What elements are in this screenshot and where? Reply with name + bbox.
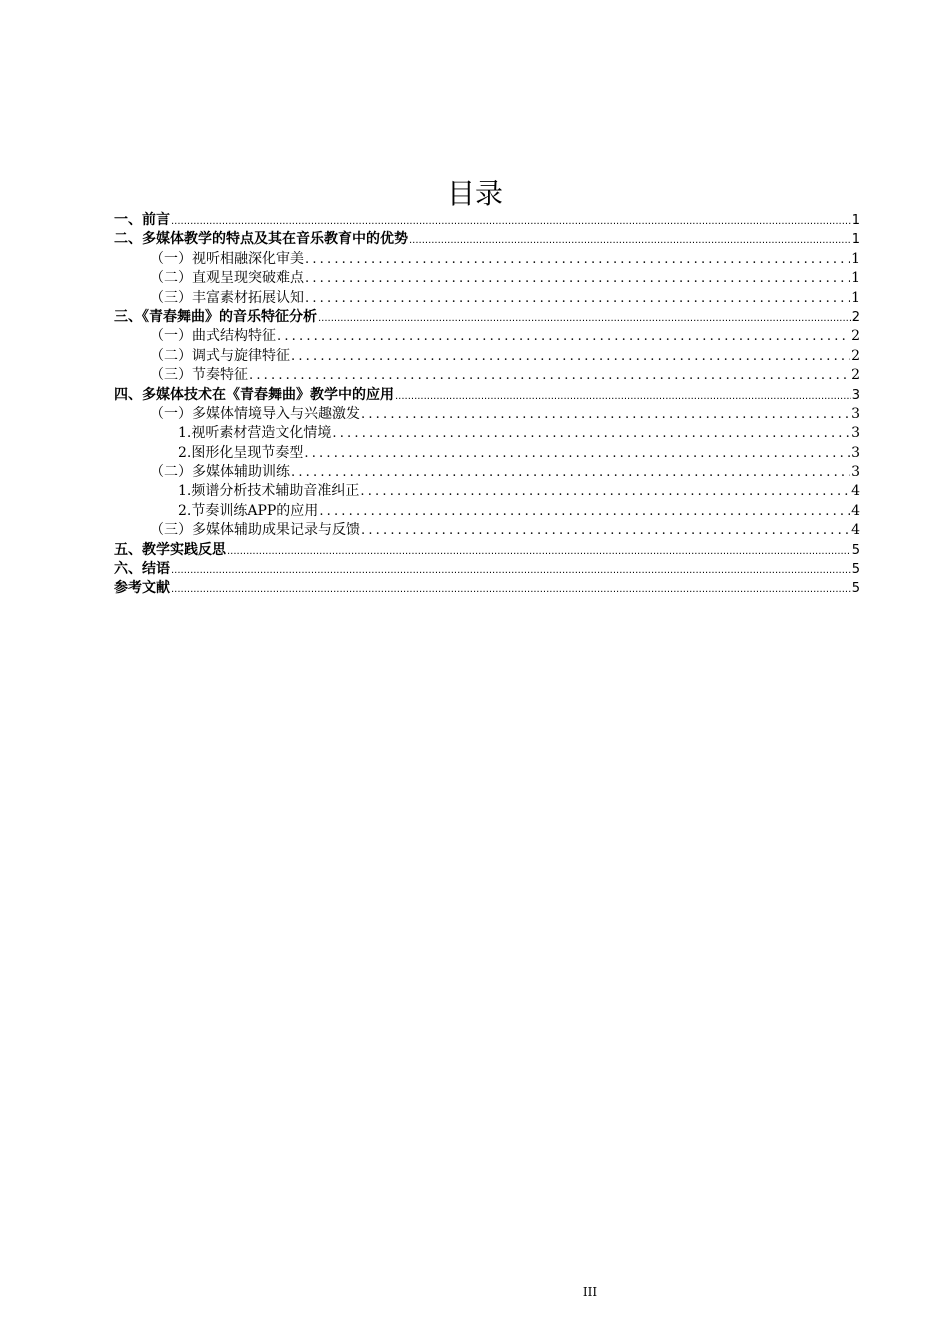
toc-entry[interactable] — [114, 541, 860, 560]
toc-entry[interactable] — [114, 482, 860, 501]
toc-leader-dots — [305, 269, 850, 288]
toc-entry-page: 4 — [851, 483, 860, 500]
toc-leader-dots — [277, 327, 850, 346]
toc-title: 目录 — [446, 177, 503, 210]
toc-entry[interactable] — [114, 366, 860, 385]
toc-entry-label: （一）多媒体情境导入与兴趣激发 — [150, 405, 360, 422]
toc-entry-page: 4 — [851, 502, 860, 519]
toc-entry[interactable] — [114, 289, 860, 308]
toc-entry-label: 一、前言 — [114, 212, 170, 228]
toc-entry[interactable] — [114, 424, 860, 443]
toc-entry-page: 2 — [851, 309, 860, 325]
toc-entry-label: 2.节奏训练APP的应用 — [178, 502, 319, 519]
toc-entry-page: 1 — [851, 289, 860, 306]
toc-leader-dots — [171, 579, 851, 598]
toc-entry[interactable] — [114, 386, 860, 405]
toc-entry-label: 六、结语 — [114, 561, 170, 578]
toc-entry[interactable] — [114, 502, 860, 521]
toc-leader-dots — [171, 211, 851, 230]
toc-entry[interactable] — [114, 347, 860, 366]
toc-entry-label: 五、教学实践反思 — [114, 541, 226, 558]
toc-entry-page: 3 — [851, 444, 860, 461]
toc-entry-page: 2 — [851, 347, 860, 364]
toc-entry-label: 参考文献 — [114, 580, 170, 597]
toc-leader-dots — [291, 463, 850, 482]
toc-leader-dots — [395, 386, 851, 405]
toc-entry[interactable] — [114, 463, 860, 482]
toc-entry-label: （三）多媒体辅助成果记录与反馈 — [150, 522, 360, 539]
toc-entry-page: 2 — [851, 328, 860, 345]
toc-entry-page: 2 — [851, 367, 860, 384]
toc-entry[interactable] — [114, 250, 860, 269]
toc-entry[interactable] — [114, 327, 860, 346]
toc-leader-dots — [291, 347, 850, 366]
toc-entry-label: 四、多媒体技术在《青春舞曲》教学中的应用 — [114, 386, 394, 403]
toc-leader-dots — [360, 482, 850, 501]
toc-entry-page: 1 — [851, 213, 860, 228]
toc-entry[interactable] — [114, 579, 860, 598]
toc-leader-dots — [319, 502, 850, 521]
toc-entry-page: 3 — [851, 425, 860, 442]
toc-leader-dots — [227, 541, 851, 560]
toc-entry-page: 5 — [851, 542, 860, 558]
toc-leader-dots — [318, 308, 851, 327]
toc-entry-label: （一）视听相融深化审美 — [150, 250, 304, 267]
toc-entry-page: 3 — [851, 464, 860, 481]
toc-entry[interactable] — [114, 211, 860, 230]
toc-entry-label: 二、多媒体教学的特点及其在音乐教育中的优势 — [114, 231, 408, 248]
toc-entry-page: 1 — [851, 270, 860, 287]
toc-entry-label: 1.视听素材营造文化情境 — [178, 425, 332, 442]
toc-entry-page: 4 — [851, 522, 860, 539]
toc-entry-page: 1 — [851, 250, 860, 267]
toc-entry-label: （一）曲式结构特征 — [150, 328, 276, 345]
toc-leader-dots — [304, 444, 850, 463]
toc-entry-page: 5 — [851, 581, 860, 597]
toc-entry-label: （三）丰富素材拓展认知 — [150, 289, 304, 306]
toc-entry-label: 1.频谱分析技术辅助音准纠正 — [178, 483, 360, 500]
toc-entry[interactable] — [114, 269, 860, 288]
toc-leader-dots — [332, 424, 850, 443]
toc-entry-label: 2.图形化呈现节奏型 — [178, 444, 304, 461]
toc-entry-label: （二）多媒体辅助训练 — [150, 464, 290, 481]
toc-entry-page: 3 — [851, 405, 860, 422]
table-of-contents — [114, 211, 860, 599]
toc-leader-dots — [361, 405, 850, 424]
toc-entry[interactable] — [114, 230, 860, 249]
toc-leader-dots — [249, 366, 850, 385]
toc-entry[interactable] — [114, 405, 860, 424]
toc-leader-dots — [361, 521, 850, 540]
toc-leader-dots — [171, 560, 851, 579]
toc-entry-label: （二）直观呈现突破难点 — [150, 270, 304, 287]
toc-entry[interactable] — [114, 521, 860, 540]
toc-entry-label: （二）调式与旋律特征 — [150, 347, 290, 364]
toc-entry-label: （三）节奏特征 — [150, 367, 248, 384]
page-number: III — [582, 1285, 598, 1299]
toc-entry-page: 5 — [851, 562, 860, 578]
toc-entry-page: 1 — [851, 232, 860, 248]
toc-entry[interactable] — [114, 444, 860, 463]
toc-entry[interactable] — [114, 308, 860, 327]
toc-leader-dots — [305, 250, 850, 269]
toc-entry-label: 三、《青春舞曲》的音乐特征分析 — [114, 308, 317, 325]
toc-entry[interactable] — [114, 560, 860, 579]
toc-leader-dots — [305, 289, 850, 308]
toc-entry-page: 3 — [851, 387, 860, 403]
toc-leader-dots — [409, 230, 851, 249]
